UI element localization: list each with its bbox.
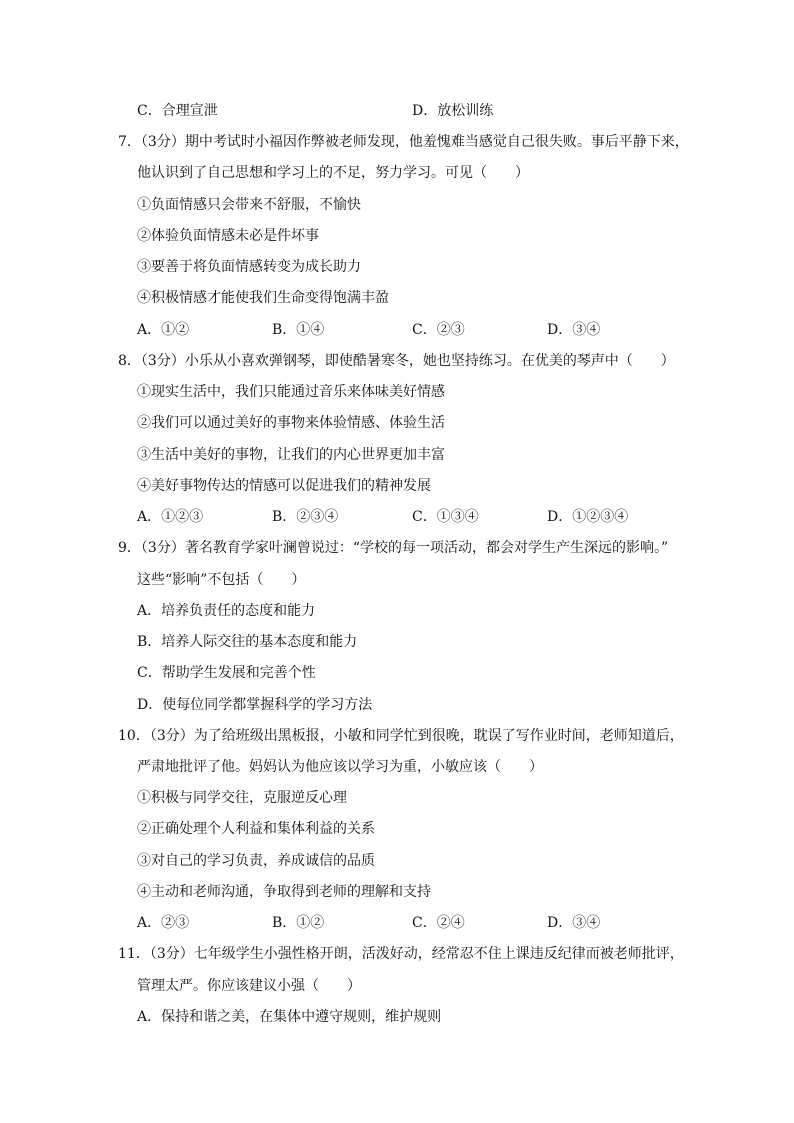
q7-item-4: ④积极情感才能使我们生命变得饱满丰盈 (137, 290, 389, 306)
q10-item-4: ④主动和老师沟通，争取得到老师的理解和支持 (137, 884, 431, 900)
q9-option-c: C．帮助学生发展和完善个性 (137, 665, 316, 681)
q7-item-2: ②体验负面情感未必是件坏事 (137, 228, 319, 244)
q7-stem-line-1: 7．（3分）期中考试时小福因作弊被老师发现，他羞愧难当感觉自己很失败。事后平静下来， (118, 134, 689, 150)
q7-option-a: A．①② (137, 322, 190, 338)
prev-option-d: D．放松训练 (412, 103, 494, 119)
q8-item-4: ④美好事物传达的情感可以促进我们的精神发展 (137, 478, 431, 494)
q8-option-d: D．①②③④ (547, 509, 629, 525)
q9-option-d: D．使每位同学都掌握科学的学习方法 (137, 697, 373, 713)
q11-option-a: A．保持和谐之美，在集体中遵守规则，维护规则 (137, 1009, 442, 1025)
q8-option-a: A．①②③ (137, 509, 204, 525)
q9-option-b: B．培养人际交往的基本态度和能力 (137, 634, 358, 650)
q10-item-2: ②正确处理个人利益和集体利益的关系 (137, 821, 375, 837)
q10-option-a: A．②③ (137, 915, 190, 931)
q10-item-1: ①积极与同学交往，克服逆反心理 (137, 790, 347, 806)
q10-option-c: C．②④ (412, 915, 465, 931)
q7-item-3: ③要善于将负面情感转变为成长助力 (137, 259, 361, 275)
q7-stem-line-2: 他认识到了自己思想和学习上的不足，努力学习。可见（ ） (137, 165, 529, 181)
q7-item-1: ①负面情感只会带来不舒服，不愉快 (137, 197, 361, 213)
q9-stem-line-1: 9．（3分）著名教育学家叶澜曾说过：“学校的每一项活动，都会对学生产生深远的影响。” (118, 540, 669, 556)
q10-option-d: D．③④ (547, 915, 601, 931)
q11-stem-line-2: 管理太严。你应该建议小强（ ） (137, 978, 361, 994)
q11-stem-line-1: 11．（3分）七年级学生小强性格开朗，活泼好动，经常忍不住上课违反纪律而被老师批评， (118, 946, 684, 962)
q10-stem-line-2: 严肃地批评了他。妈妈认为他应该以学习为重，小敏应该（ ） (137, 759, 543, 775)
q8-stem-line-1: 8．（3分）小乐从小喜欢弹钢琴，即使酷暑寒冬，她也坚持练习。在优美的琴声中（ ） (118, 353, 675, 369)
q9-stem-line-2: 这些“影响”不包括（ ） (137, 572, 306, 588)
q8-item-3: ③生活中美好的事物，让我们的内心世界更加丰富 (137, 447, 445, 463)
q10-item-3: ③对自己的学习负责，养成诚信的品质 (137, 853, 375, 869)
q10-stem-line-1: 10．（3分）为了给班级出黑板报，小敏和同学忙到很晚，耽误了写作业时间，老师知道后， (118, 728, 684, 744)
q10-option-b: B．①② (272, 915, 325, 931)
q7-option-d: D．③④ (547, 322, 601, 338)
q7-option-c: C．②③ (412, 322, 465, 338)
q8-option-c: C．①③④ (412, 509, 479, 525)
prev-option-c: C．合理宣泄 (137, 103, 218, 119)
q8-item-2: ②我们可以通过美好的事物来体验情感、体验生活 (137, 415, 445, 431)
q8-item-1: ①现实生活中，我们只能通过音乐来体味美好情感 (137, 384, 445, 400)
q7-option-b: B．①④ (272, 322, 325, 338)
q9-option-a: A．培养负责任的态度和能力 (137, 603, 316, 619)
q8-option-b: B．②③④ (272, 509, 339, 525)
